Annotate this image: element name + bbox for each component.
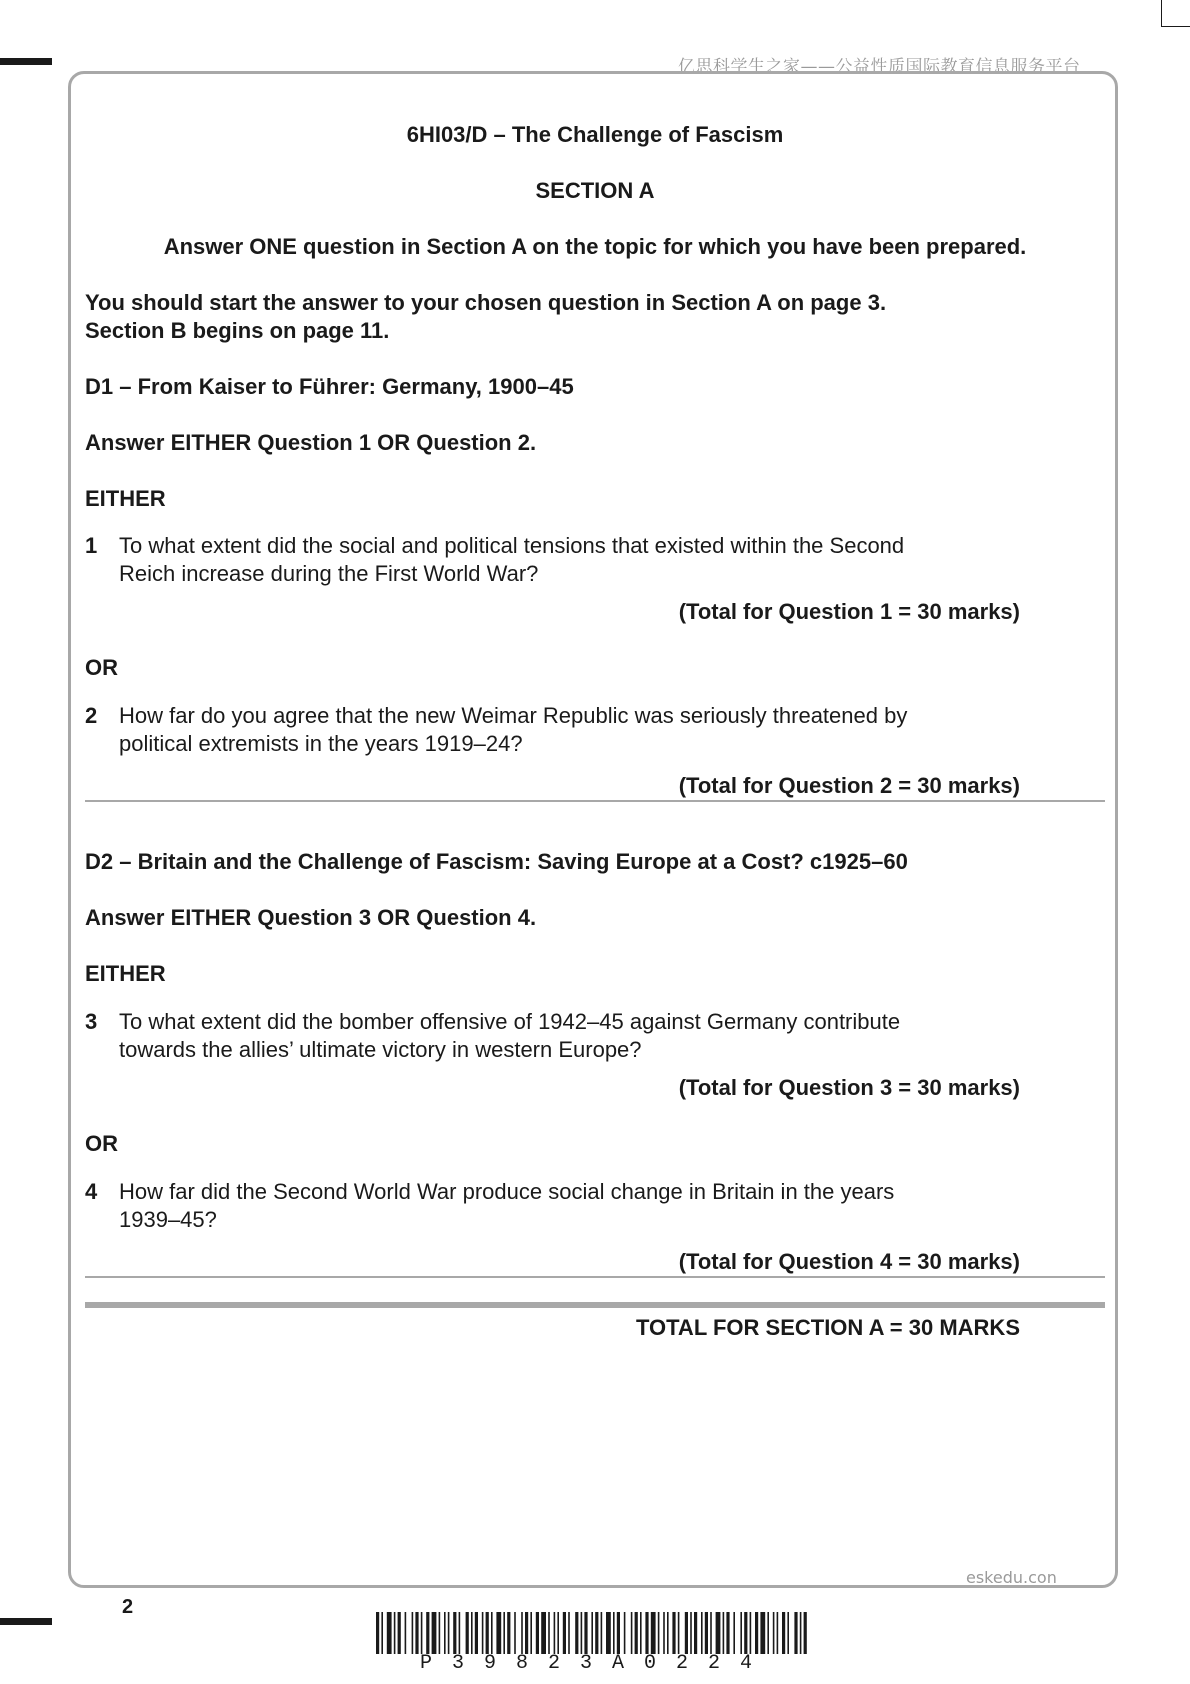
question-number: 4	[85, 1179, 98, 1204]
either-label: EITHER	[85, 486, 166, 511]
topic-divider	[85, 1276, 1105, 1278]
registration-mark-bottom	[0, 1618, 52, 1625]
section-heading: SECTION A	[535, 178, 655, 203]
section-total-divider	[85, 1302, 1105, 1308]
question-text-line: political extremists in the years 1919–24?	[119, 731, 523, 756]
footer-watermark: eskedu.con	[966, 1568, 1057, 1587]
topic-heading: D1 – From Kaiser to Führer: Germany, 1900–45	[85, 374, 574, 399]
question-number: 2	[85, 703, 98, 728]
either-label: EITHER	[85, 961, 166, 986]
barcode-icon	[376, 1612, 810, 1654]
topic-answer-instruction: Answer EITHER Question 1 OR Question 2.	[85, 430, 537, 455]
question-text-line: 1939–45?	[119, 1207, 217, 1232]
question-total: (Total for Question 2 = 30 marks)	[678, 773, 1020, 798]
question-text-line: To what extent did the social and political tensions that existed within the Second	[119, 533, 905, 558]
registration-mark-top	[0, 58, 52, 65]
crop-mark-top-right	[1161, 0, 1190, 27]
question-text-line: How far do you agree that the new Weimar Republic was seriously threatened by	[119, 703, 908, 728]
section-b-note: Section B begins on page 11.	[85, 318, 390, 343]
or-label: OR	[85, 655, 118, 680]
start-page-note: You should start the answer to your chosen question in Section A on page 3.	[85, 290, 887, 315]
question-text-line: To what extent did the bomber offensive of 1942–45 against Germany contribute	[119, 1009, 901, 1034]
section-total: TOTAL FOR SECTION A = 30 MARKS	[635, 1315, 1020, 1340]
header-watermark: 亿思科学生之家——公益性质国际教育信息服务平台	[678, 57, 1081, 77]
question-number: 1	[85, 533, 98, 558]
topic-divider	[85, 800, 1105, 802]
page-number: 2	[122, 1596, 134, 1618]
topic-heading: D2 – Britain and the Challenge of Fascism: Saving Europe at a Cost? c1925–60	[85, 849, 908, 874]
or-label: OR	[85, 1131, 118, 1156]
question-text-line: Reich increase during the First World War?	[119, 561, 539, 586]
question-text-line: How far did the Second World War produce social change in Britain in the years	[119, 1179, 895, 1204]
barcode-number: P39823A0224	[420, 1652, 773, 1675]
paper-title: 6HI03/D – The Challenge of Fascism	[406, 122, 784, 147]
question-number: 3	[85, 1009, 98, 1034]
question-text-line: towards the allies’ ultimate victory in western Europe?	[119, 1037, 642, 1062]
section-instruction: Answer ONE question in Section A on the topic for which you have been prepared.	[163, 234, 1027, 259]
topic-answer-instruction: Answer EITHER Question 3 OR Question 4.	[85, 905, 537, 930]
question-total: (Total for Question 3 = 30 marks)	[678, 1075, 1020, 1100]
question-total: (Total for Question 4 = 30 marks)	[678, 1249, 1020, 1274]
question-total: (Total for Question 1 = 30 marks)	[678, 599, 1020, 624]
